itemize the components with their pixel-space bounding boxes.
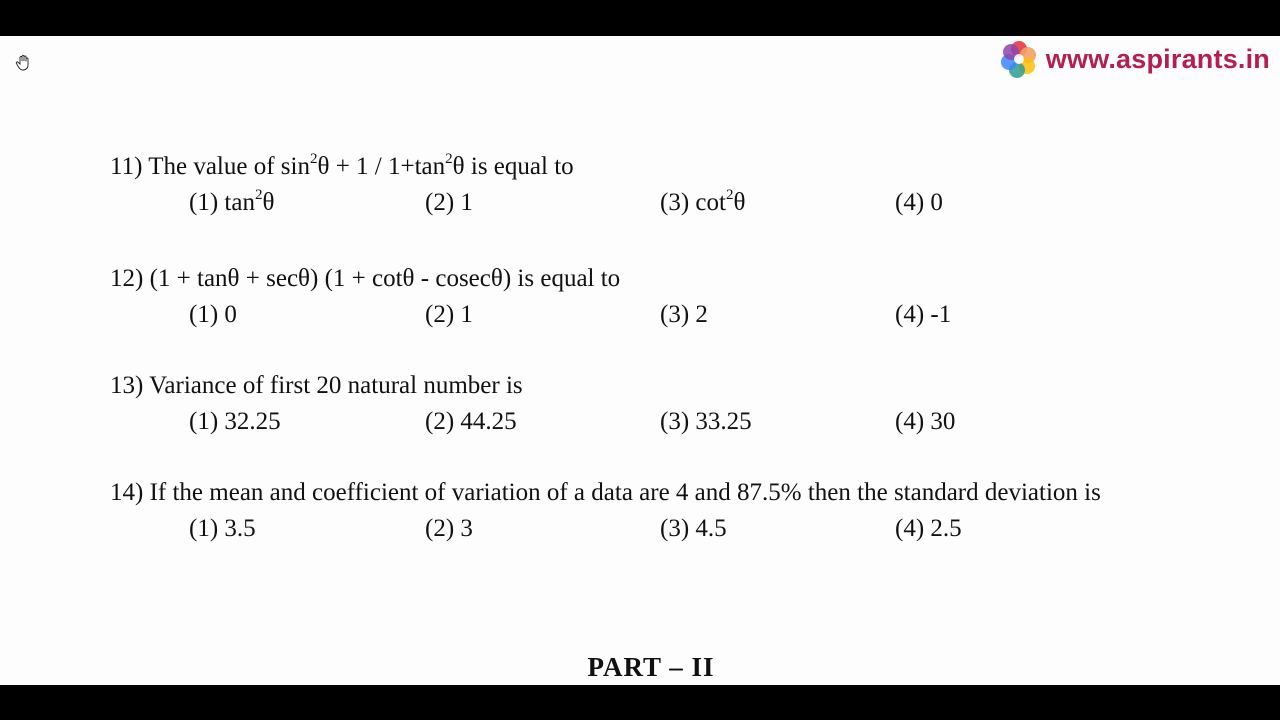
option-2: (2) 1 [425,301,473,328]
option-4: (4) -1 [895,301,952,328]
question-11-text: 11) The value of $\sin^2\theta + 1 / 1+\tan^2\theta$ is equal to [110,151,574,180]
option-3: (3) 4.5 [660,515,727,542]
question-13 [110,369,1174,439]
question-12 [110,262,1174,332]
question-number: 11) [110,153,143,180]
question-11 [110,150,1174,220]
question-13-options [110,405,1174,439]
option-1: (1) $\tan^2\theta$ [189,187,275,216]
flower-logo-icon [998,38,1040,80]
question-12-text: 12) (1 + tanθ + secθ) (1 + cotθ - cosecθ) is equal to [110,265,621,292]
option-2: (2) 1 [425,189,473,216]
question-14 [110,476,1174,546]
question-number: 13) [110,372,144,399]
option-1: (1) 0 [189,301,237,328]
hand-cursor-icon [14,54,32,72]
option-4: (4) 0 [895,189,943,216]
option-3: (3) $\cot^2\theta$ [660,187,746,216]
question-12-options [110,298,1174,332]
option-2: (2) 3 [425,515,473,542]
question-14-text: 14) If the mean and coefficient of variation of a data are 4 and 87.5% then the standard deviation is [110,479,1101,506]
document-page [0,36,1280,685]
option-2: (2) 44.25 [425,408,517,435]
question-11-options [110,186,1174,220]
question-14-options [110,512,1174,546]
brand-site-text[interactable]: www.aspirants.in [1045,43,1270,74]
option-4: (4) 2.5 [895,515,962,542]
question-number: 14) [110,479,144,506]
option-1: (1) 32.25 [189,408,281,435]
option-3: (3) 2 [660,301,708,328]
question-13-text: 13) Variance of first 20 natural number is [110,372,523,399]
option-4: (4) 30 [895,408,956,435]
section-heading: PART – II [587,652,715,682]
question-number: 12) [110,265,144,292]
option-1: (1) 3.5 [189,515,256,542]
brand-watermark [998,38,1270,80]
option-3: (3) 33.25 [660,408,752,435]
